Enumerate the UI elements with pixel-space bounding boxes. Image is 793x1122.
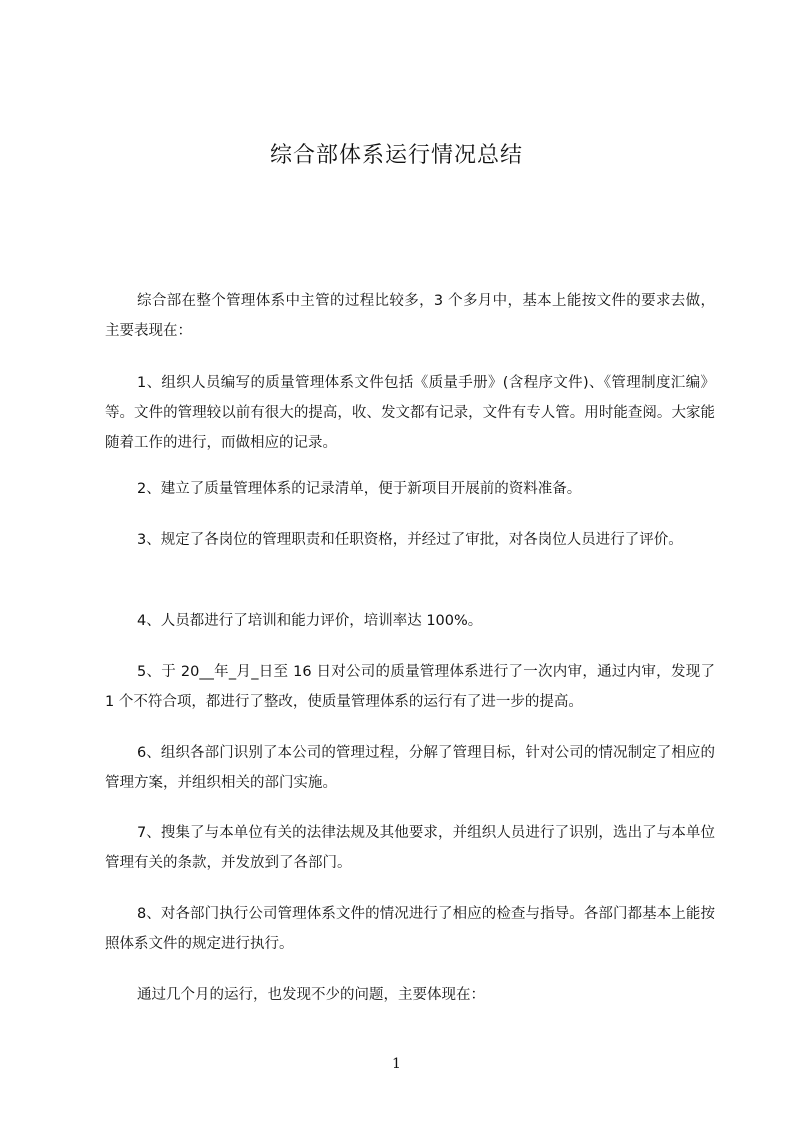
paragraph-item-3: 3、规定了各岗位的管理职责和任职资格，并经过了审批，对各岗位人员进行了评价。 <box>137 532 683 548</box>
page-number: 1 <box>392 1056 401 1072</box>
paragraph-intro: 综合部在整个管理体系中主管的过程比较多，3 个多月中，基本上能按文件的要求去做，主要表现在： <box>105 293 715 339</box>
paragraph-item-4: 4、人员都进行了培训和能力评价，培训率达 100%。 <box>137 613 483 629</box>
document-title: 综合部体系运行情况总结 <box>269 143 523 168</box>
paragraph-item-1: 1、组织人员编写的质量管理体系文件包括《质量手册》(含程序文件)、《管理制度汇编》等。文件的管理较以前有很大的提高，收、发文都有记录，文件有专人管。用时能查阅。大家能随着工作的进行，而做相应的记录。 <box>105 375 715 451</box>
paragraph-item-7: 7、搜集了与本单位有关的法律法规及其他要求，并组织人员进行了识别，选出了与本单位管理有关的条款，并发放到了各部门。 <box>105 825 715 871</box>
paragraph-item-2: 2、建立了质量管理体系的记录清单，便于新项目开展前的资料准备。 <box>137 481 582 497</box>
paragraph-item-8: 8、对各部门执行公司管理体系文件的情况进行了相应的检查与指导。各部门都基本上能按照体系文件的规定进行执行。 <box>105 906 715 952</box>
paragraph-closing: 通过几个月的运行，也发现不少的问题，主要体现在： <box>137 987 485 1003</box>
paragraph-item-5: 5、于 20__年_月_日至 16 日对公司的质量管理体系进行了一次内审，通过内审，发现了 1 个不符合项，都进行了整改，使质量管理体系的运行有了进一步的提高。 <box>105 664 715 710</box>
paragraph-item-6: 6、组织各部门识别了本公司的管理过程，分解了管理目标，针对公司的情况制定了相应的管理方案，并组织相关的部门实施。 <box>105 745 715 791</box>
